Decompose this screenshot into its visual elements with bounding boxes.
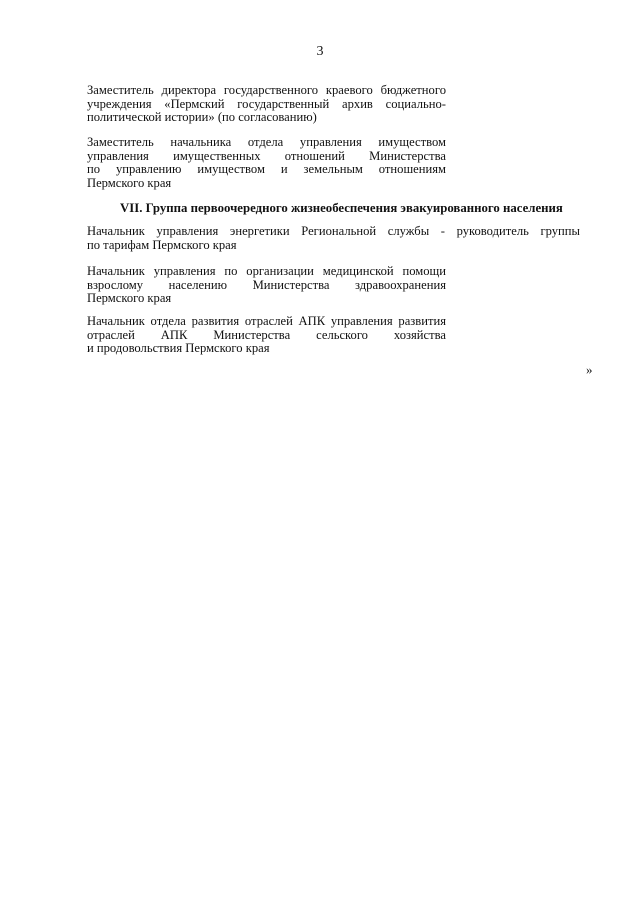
section-heading: VII. Группа первоочередного жизнеобеспечения эвакуированного населения <box>120 201 563 215</box>
entry-line: политической истории» (по согласованию) <box>87 110 317 125</box>
entry-line: Пермского края <box>87 291 172 306</box>
entry-group-leader-energy <box>87 225 580 252</box>
entry-line: управления имущественных отношений Министерства <box>87 148 446 163</box>
entry-line: по тарифам Пермского края <box>87 237 237 252</box>
entry-line: Пермского края <box>87 175 172 190</box>
entry-line: Заместитель начальника отдела управления имуществом <box>87 135 446 149</box>
entry-line: Начальник управления энергетики Региональной службы - руководитель группы <box>87 224 580 238</box>
entry-line: взрослому населению Министерства здравоохранения <box>87 277 446 292</box>
closing-quote: » <box>586 362 593 377</box>
entry-line: Начальник отдела развития отраслей АПК управления развития <box>87 314 446 328</box>
entry-head-medical-care <box>87 265 446 306</box>
entry-line: Заместитель директора государственного краевого бюджетного <box>87 83 446 97</box>
entry-deputy-head-property-department <box>87 136 446 190</box>
entry-line: и продовольствия Пермского края <box>87 341 270 356</box>
entry-line: по управлению имуществом и земельным отношениям <box>87 162 446 177</box>
entry-deputy-director-archive <box>87 84 446 125</box>
page-number: 3 <box>316 44 324 59</box>
entry-line: Начальник управления по организации медицинской помощи <box>87 264 446 278</box>
entry-line: отраслей АПК Министерства сельского хозяйства <box>87 327 446 342</box>
entry-head-agro-department <box>87 315 446 356</box>
entry-line: учреждения «Пермский государственный архив социально- <box>87 96 446 111</box>
